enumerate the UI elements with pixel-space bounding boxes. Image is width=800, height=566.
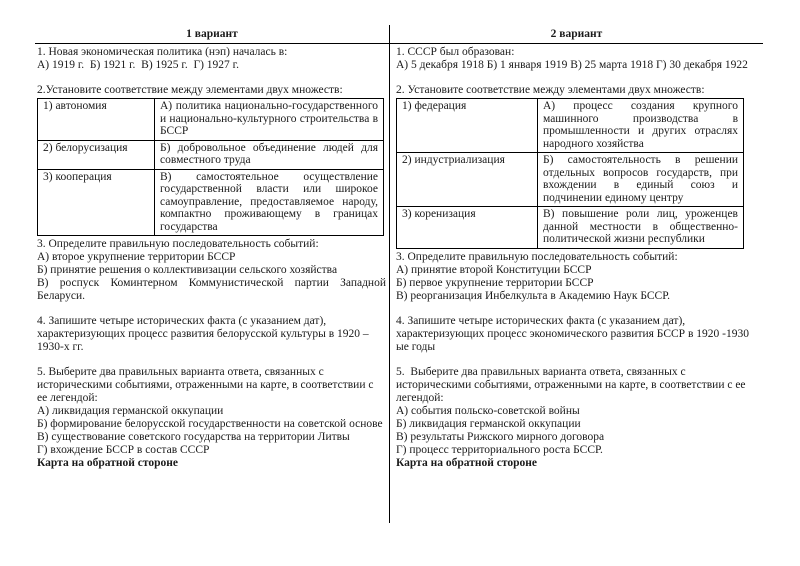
v2-q5-option: Г) процесс территориального роста БССР. [396, 443, 603, 456]
table-row [397, 207, 744, 249]
variant-2-column [390, 25, 763, 523]
spacer [37, 303, 386, 315]
variant-2-header: 2 вариант [390, 25, 763, 44]
spacer [396, 72, 762, 84]
table-row [38, 169, 384, 236]
variant-1-content [35, 44, 389, 470]
term-cell: 3) коренизация [397, 207, 538, 249]
v2-q2-matching-table [396, 98, 744, 249]
v2-q3-text: 3. Определите правильную последовательность событий: [396, 250, 678, 263]
term-cell: 1) федерация [397, 99, 538, 153]
variant-2-content [390, 44, 763, 470]
term-cell: 2) индустриализация [397, 153, 538, 207]
table-row [38, 99, 384, 141]
v2-q5-option: В) результаты Рижского мирного договора [396, 430, 605, 443]
v2-q1-options: А) 5 декабря 1918 Б) 1 января 1919 В) 25 марта 1918 Г) 30 декабря 1922 [396, 59, 748, 71]
term-cell: 2) белорусизация [38, 140, 155, 169]
v1-q4-text: 4. Запишите четыре исторических факта (с указанием дат), характеризующих процесс развития белорусской культуры в 1920 – 1930-х гг. [37, 315, 372, 353]
definition-cell: В) повышение роли лиц, уроженцев данной местности в общественно-политической жизни республики [538, 207, 744, 249]
definition-cell: Б) самостоятельность в решении отдельных вопросов государств, при вхождении в единый союз и подчинении единому центру [538, 153, 744, 207]
v2-q3-option: Б) первое укрупнение территории БССР [396, 276, 594, 289]
v1-q1-options: А) 1919 г. Б) 1921 г. В) 1925 г. Г) 1927 г. [37, 59, 239, 71]
v1-map-note: Карта на обратной стороне [37, 457, 178, 469]
table-row [38, 140, 384, 169]
spacer [37, 72, 386, 84]
spacer [37, 354, 386, 366]
term-cell: 1) автономия [38, 99, 155, 141]
v2-q1-text: 1. СССР был образован: [396, 46, 515, 58]
v1-q5-option: А) ликвидация германской оккупации [37, 405, 224, 417]
v2-q3-option: В) реорганизация Инбелкульта в Академию Наук БССР. [396, 289, 671, 302]
v1-q2-matching-table [37, 98, 384, 236]
v1-q5-option: Г) вхождение БССР в состав СССР [37, 444, 210, 456]
v1-q3-text: 3. Определите правильную последовательность событий: [37, 238, 319, 250]
v2-map-note: Карта на обратной стороне [396, 456, 537, 469]
definition-cell: В) самостоятельное осуществление государственной власти или широкое самоуправление, предоставляемое народу, компактно проживающему в границах государства [155, 169, 384, 236]
spacer [396, 303, 762, 315]
document-sheet [35, 25, 763, 523]
v1-q5-option: Б) формирование белорусской государственности на советской основе [37, 418, 383, 430]
table-row [397, 99, 744, 153]
spacer [396, 354, 762, 366]
v1-q3-option: Б) принятие решения о коллективизации сельского хозяйства [37, 264, 338, 276]
definition-cell: А) политика национально-государственного и национально-культурного строительства в БССР [155, 99, 384, 141]
table-row [397, 153, 744, 207]
v2-q5-option: А) события польско-советской войны [396, 404, 580, 417]
v1-q1-text: 1. Новая экономическая политика (нэп) началась в: [37, 46, 288, 58]
variant-columns [35, 25, 763, 523]
v1-q2-text: 2.Установите соответствие между элементами двух множеств: [37, 84, 343, 96]
term-cell: 3) кооперация [38, 169, 155, 236]
variant-1-header: 1 вариант [35, 25, 389, 44]
v2-q4-text: 4. Запишите четыре исторических факта (с указанием дат), характеризующих процесс экономического развития БССР в 1920 -1930 ые годы [396, 314, 752, 353]
v1-q5-option: В) существование советского государства на территории Литвы [37, 431, 350, 443]
v2-q2-text: 2. Установите соответствие между элементами двух множеств: [396, 84, 705, 96]
variant-1-column [35, 25, 390, 523]
v2-q5-option: Б) ликвидация германской оккупации [396, 417, 581, 430]
v2-q3-option: А) принятие второй Конституции БССР [396, 263, 592, 276]
definition-cell: Б) добровольное объединение людей для совместного труда [155, 140, 384, 169]
v2-q5-text: 5. Выберите два правильных варианта ответа, связанных с историческими событиями, отраженными на карте, в соответствии с ее легендой: [396, 365, 749, 404]
v1-q5-text: 5. Выберите два правильных варианта ответа, связанных с историческими событиями, отраженными на карте, в соответствии с ее легендой: [37, 366, 377, 404]
v1-q3-option: А) второе укрупнение территории БССР [37, 251, 236, 263]
v1-q3-option: В) роспуск Коминтерном Коммунистической партии Западной Беларуси. [37, 277, 386, 302]
definition-cell: А) процесс создания крупного машинного производства в промышленности и других отраслях народного хозяйства [538, 99, 744, 153]
